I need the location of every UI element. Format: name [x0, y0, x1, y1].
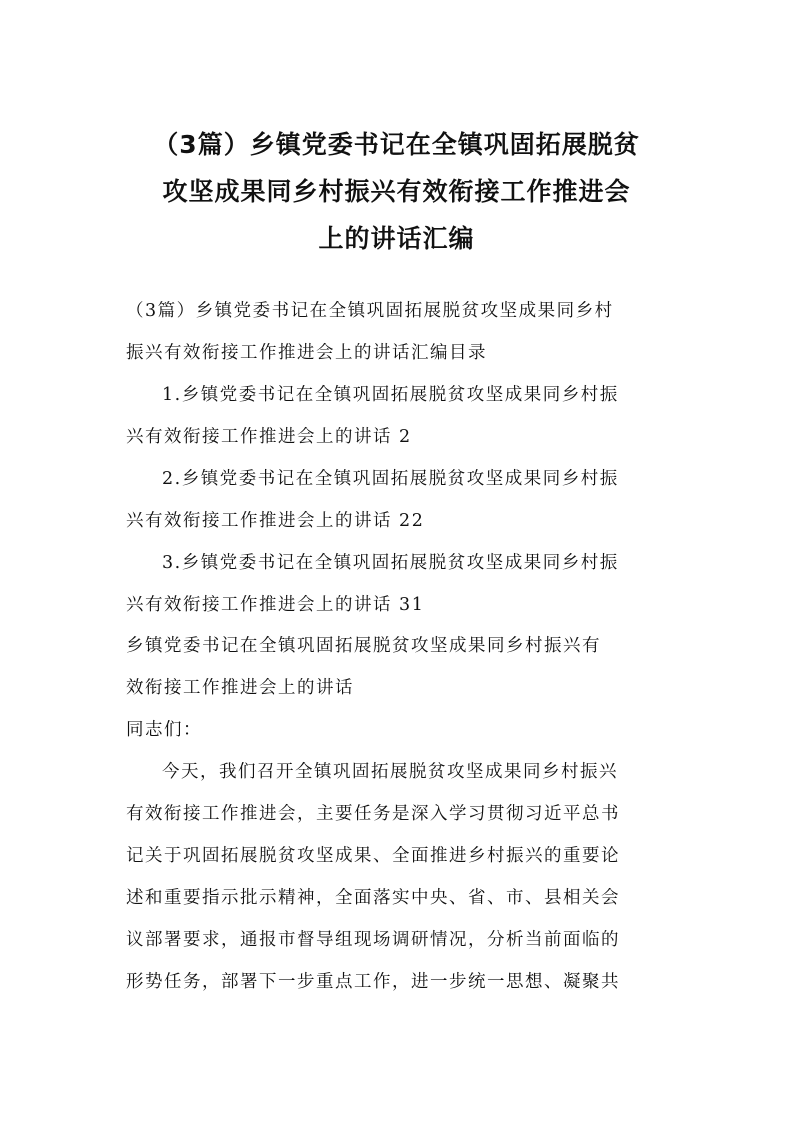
body-line-6: 形势任务，部署下一步重点工作，进一步统一思想、凝聚共 — [126, 972, 620, 992]
body-line-2: 有效衔接工作推进会，主要任务是深入学习贯彻习近平总书 — [126, 804, 620, 824]
toc-item-1-line-2[interactable]: 兴有效衔接工作推进会上的讲话 2 — [126, 427, 412, 447]
toc-item-1-line-1[interactable]: 1.乡镇党委书记在全镇巩固拓展脱贫攻坚成果同乡村振 — [162, 385, 619, 405]
title-line-1: （3篇）乡镇党委书记在全镇巩固拓展脱贫 — [153, 130, 640, 159]
body-line-1: 今天，我们召开全镇巩固拓展脱贫攻坚成果同乡村振兴 — [162, 762, 618, 782]
body-line-4: 述和重要指示批示精神，全面落实中央、省、市、县相关会 — [126, 888, 620, 908]
salutation: 同志们： — [126, 720, 202, 740]
section-title-line-2: 效衔接工作推进会上的讲话 — [126, 678, 354, 698]
toc-header-line-1: （3篇）乡镇党委书记在全镇巩固拓展脱贫攻坚成果同乡村 — [126, 301, 614, 321]
body-line-5: 议部署要求，通报市督导组现场调研情况，分析当前面临的 — [126, 930, 620, 950]
toc-header-line-2: 振兴有效衔接工作推进会上的讲话汇编目录 — [126, 343, 487, 363]
title-line-2: 攻坚成果同乡村振兴有效衔接工作推进会 — [162, 177, 631, 206]
toc-item-2-line-2[interactable]: 兴有效衔接工作推进会上的讲话 22 — [126, 511, 425, 531]
section-title-line-1: 乡镇党委书记在全镇巩固拓展脱贫攻坚成果同乡村振兴有 — [126, 636, 601, 656]
title-line-3: 上的讲话汇编 — [318, 224, 475, 253]
toc-item-3-line-2[interactable]: 兴有效衔接工作推进会上的讲话 31 — [126, 595, 425, 615]
toc-item-3-line-1[interactable]: 3.乡镇党委书记在全镇巩固拓展脱贫攻坚成果同乡村振 — [162, 553, 619, 573]
body-line-3: 记关于巩固拓展脱贫攻坚成果、全面推进乡村振兴的重要论 — [126, 846, 620, 866]
document-title — [110, 121, 683, 262]
toc-item-2-line-1[interactable]: 2.乡镇党委书记在全镇巩固拓展脱贫攻坚成果同乡村振 — [162, 469, 619, 489]
